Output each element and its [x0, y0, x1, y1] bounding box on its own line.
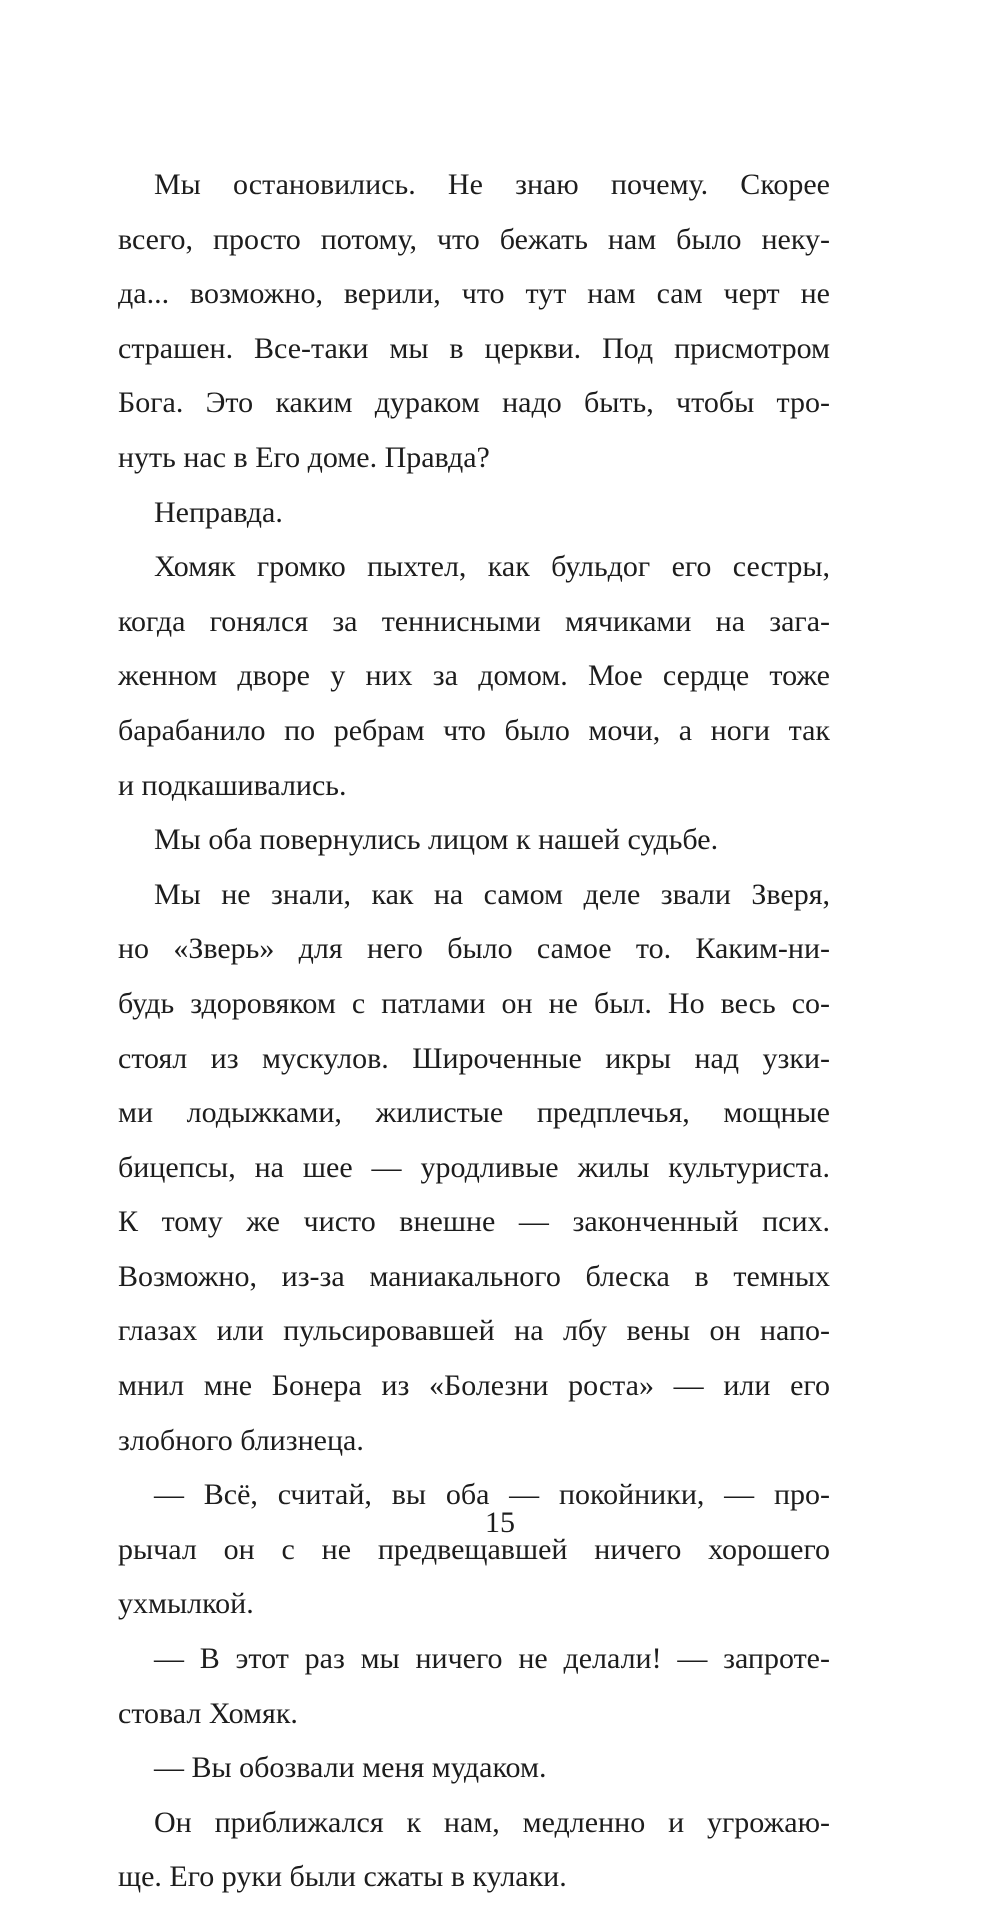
text-line: рычал он с не предвещавшей ничего хорошего: [118, 1532, 830, 1566]
text-line: и подкашивались.: [118, 768, 347, 802]
text-line: стоял из мускулов. Широченные икры над узки-: [118, 1041, 830, 1075]
page-number: 15: [485, 1506, 515, 1539]
text-line: стовал Хомяк.: [118, 1696, 298, 1730]
text-line: глазах или пульсировавшей на лбу вены он напо-: [118, 1314, 830, 1348]
text-line: когда гонялся за теннисными мячиками на зага-: [118, 604, 830, 638]
text-line: будь здоровяком с патлами он не был. Но весь со-: [118, 986, 830, 1020]
body-text: [118, 158, 830, 1905]
text-line: но «Зверь» для него было самое то. Каким-ни-: [118, 932, 830, 966]
text-line: — Всё, считай, вы оба — покойники, — про-: [154, 1478, 830, 1512]
text-line: страшен. Все-таки мы в церкви. Под присмотром: [118, 331, 830, 365]
text-line: Неправда.: [154, 495, 283, 529]
text-line: нуть нас в Его доме. Правда?: [118, 440, 490, 474]
text-line: К тому же чисто внешне — законченный псих.: [118, 1205, 830, 1239]
text-line: — Вы обозвали меня мудаком.: [154, 1751, 547, 1785]
text-line: да... возможно, верили, что тут нам сам черт не: [118, 277, 830, 311]
text-line: мнил мне Бонера из «Болезни роста» — или его: [118, 1369, 830, 1403]
text-line: ухмылкой.: [118, 1587, 254, 1621]
text-line: Мы остановились. Не знаю почему. Скорее: [154, 168, 830, 201]
text-line: женном дворе у них за домом. Мое сердце тоже: [118, 659, 830, 693]
text-line: Бога. Это каким дураком надо быть, чтобы тро-: [118, 386, 830, 420]
text-line: Хомяк громко пыхтел, как бульдог его сестры,: [154, 550, 830, 584]
text-line: ми лодыжками, жилистые предплечья, мощные: [118, 1096, 830, 1130]
text-line: барабанило по ребрам что было мочи, а ноги так: [118, 713, 830, 747]
text-line: Мы не знали, как на самом деле звали Зверя,: [154, 877, 830, 911]
text-line: — В этот раз мы ничего не делали! — запроте-: [154, 1642, 830, 1676]
text-line: бицепсы, на шее — уродливые жилы культуриста.: [118, 1150, 830, 1184]
text-line: Он приближался к нам, медленно и угрожаю-: [154, 1805, 830, 1839]
text-line: злобного близнеца.: [118, 1423, 364, 1457]
text-line: всего, просто потому, что бежать нам было неку-: [118, 222, 830, 256]
text-line: Мы оба повернулись лицом к нашей судьбе.: [154, 823, 719, 857]
text-line: Возможно, из-за маниакального блеска в темных: [118, 1259, 830, 1293]
text-line: ще. Его руки были сжаты в кулаки.: [118, 1860, 567, 1894]
